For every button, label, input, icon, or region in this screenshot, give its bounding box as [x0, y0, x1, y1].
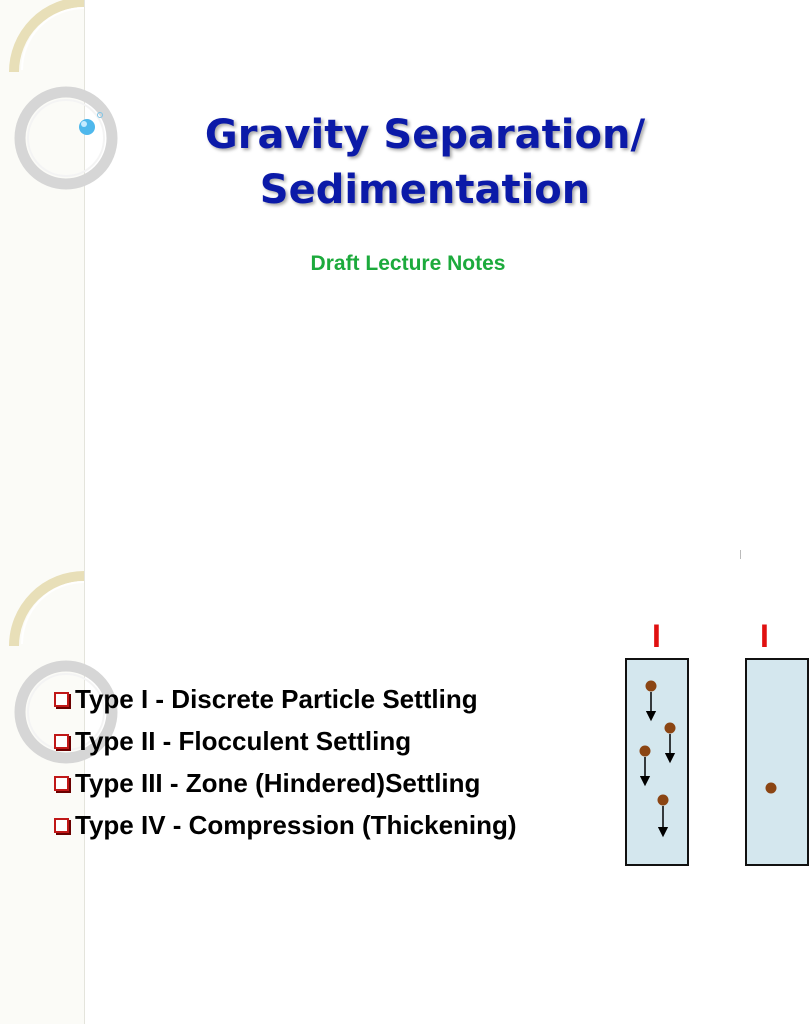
bullet-text: Type III - Zone (Hindered)Settling	[75, 767, 481, 798]
list-item	[54, 720, 517, 762]
settling-column-type-1	[625, 658, 689, 866]
list-item	[54, 804, 517, 846]
particle-icon	[766, 783, 777, 794]
bullet-text: Type I - Discrete Particle Settling	[75, 683, 478, 714]
settling-particles	[627, 660, 687, 864]
settling-particles	[747, 660, 807, 864]
checkbox-bullet-icon	[54, 818, 69, 833]
settling-column-type-2	[745, 658, 809, 866]
column-label-type-1: I	[652, 618, 661, 654]
particle-icon	[665, 723, 676, 734]
slide-subtitle: Draft Lecture Notes	[310, 252, 506, 275]
checkbox-bullet-icon	[54, 692, 69, 707]
slide-title	[90, 108, 760, 218]
list-item	[54, 762, 517, 804]
bullet-text: Type II - Flocculent Settling	[75, 725, 412, 756]
column-label-type-2: I	[760, 618, 769, 654]
particle-icon	[658, 795, 669, 806]
settling-types-slide	[0, 574, 768, 1024]
title-line-2: Sedimentation	[259, 167, 591, 213]
particle-icon	[646, 681, 657, 692]
checkbox-bullet-icon	[54, 734, 69, 749]
bullet-text: Type IV - Compression (Thickening)	[75, 809, 517, 840]
particle-icon	[640, 746, 651, 757]
decorative-rings	[0, 0, 130, 574]
list-item	[54, 678, 517, 720]
checkbox-bullet-icon	[54, 776, 69, 791]
title-line-1: Gravity Separation/	[204, 112, 646, 158]
settling-type-list	[54, 678, 517, 846]
stray-mark	[740, 550, 741, 559]
